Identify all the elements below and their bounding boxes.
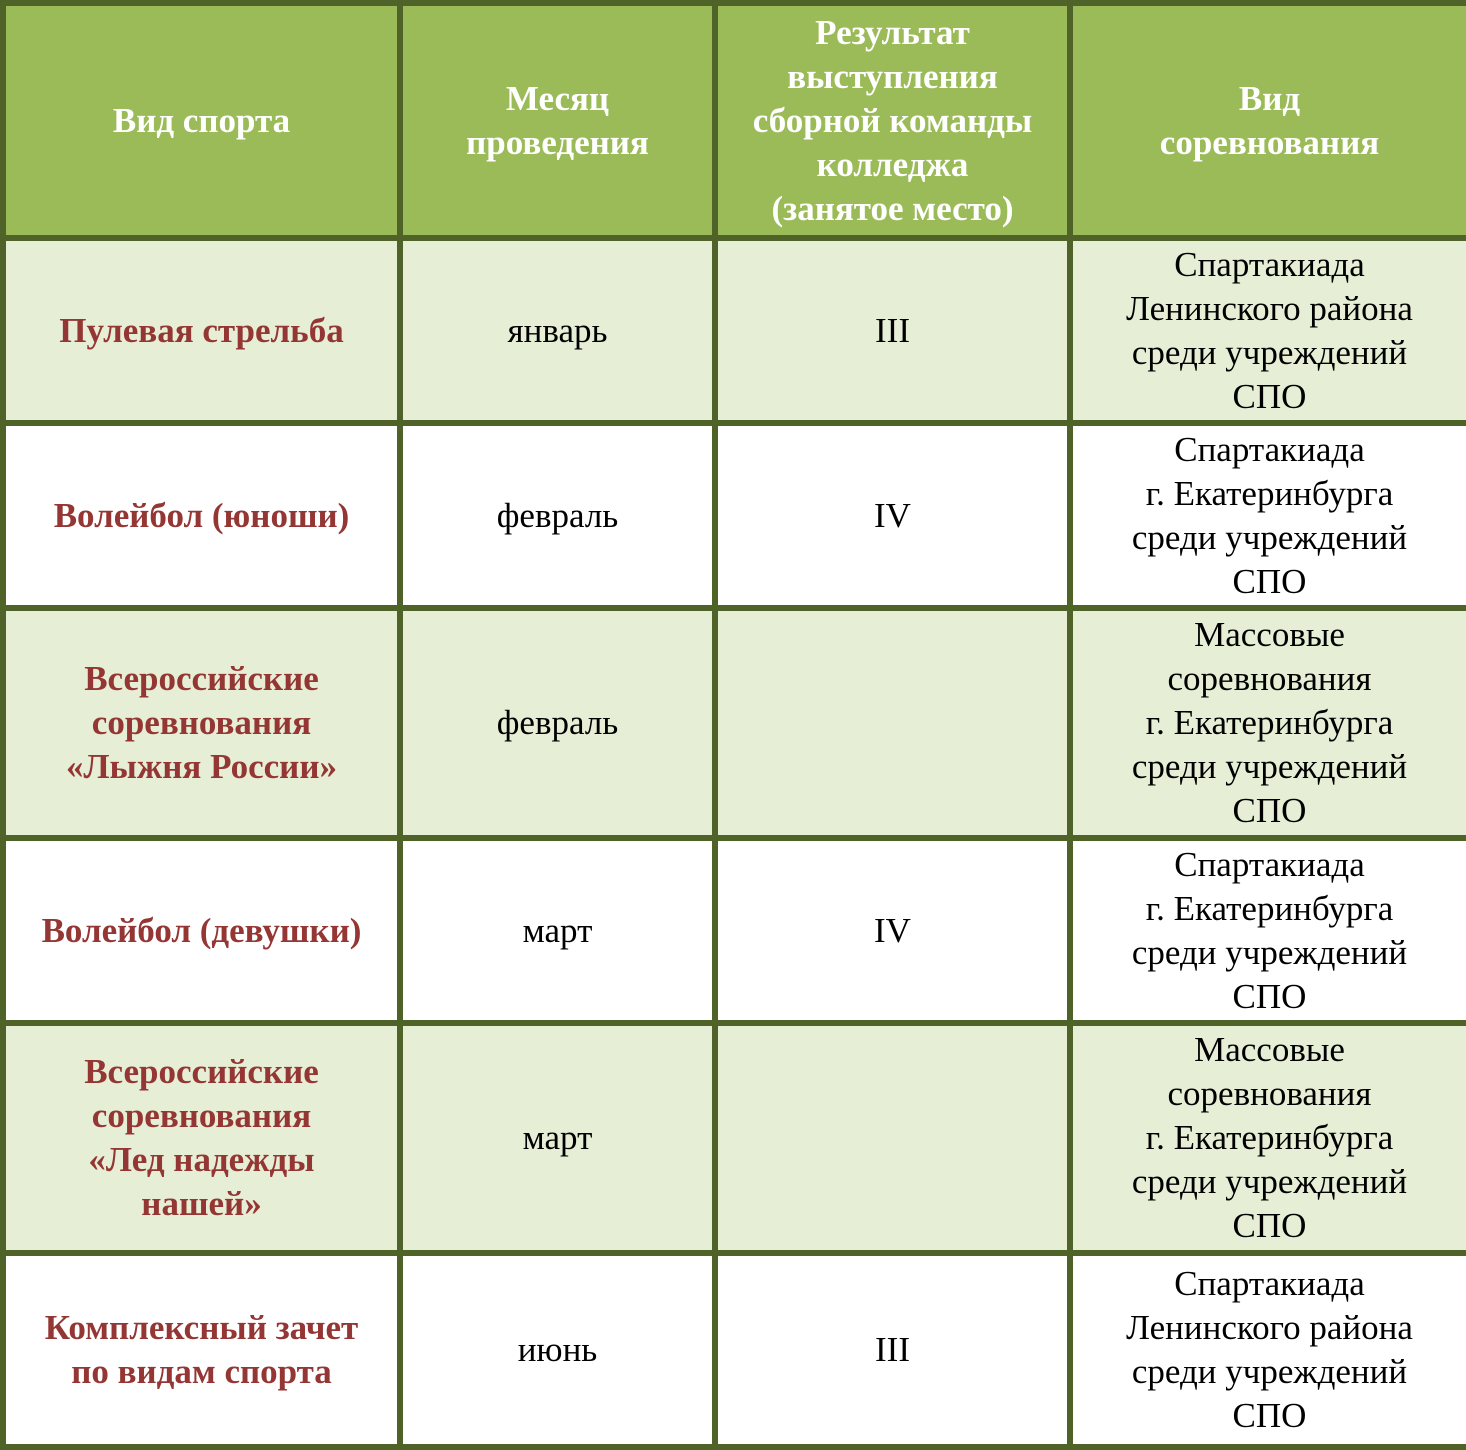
month-cell: февраль xyxy=(400,423,715,608)
competition-cell: Массовые соревнования г. Екатеринбурга среди учреждений СПО xyxy=(1070,1023,1466,1253)
result-cell: III xyxy=(715,238,1070,423)
sport-cell: Комплексный зачет по видам спорта xyxy=(3,1253,400,1447)
header-result: Результат выступления сборной команды колледжа (занятое место) xyxy=(715,3,1070,238)
result-cell: IV xyxy=(715,423,1070,608)
month-cell: июнь xyxy=(400,1253,715,1447)
result-cell: III xyxy=(715,1253,1070,1447)
result-cell xyxy=(715,1023,1070,1253)
table-row xyxy=(3,608,1466,838)
result-cell: IV xyxy=(715,838,1070,1023)
month-cell: февраль xyxy=(400,608,715,838)
month-cell: март xyxy=(400,1023,715,1253)
sport-cell: Всероссийские соревнования «Лед надежды нашей» xyxy=(3,1023,400,1253)
competition-cell: Спартакиада Ленинского района среди учреждений СПО xyxy=(1070,1253,1466,1447)
sport-cell: Пулевая стрельба xyxy=(3,238,400,423)
competition-cell: Спартакиада г. Екатеринбурга среди учреждений СПО xyxy=(1070,838,1466,1023)
competition-cell: Спартакиада Ленинского района среди учреждений СПО xyxy=(1070,238,1466,423)
sport-cell: Волейбол (юноши) xyxy=(3,423,400,608)
competition-cell: Спартакиада г. Екатеринбурга среди учреждений СПО xyxy=(1070,423,1466,608)
table-row xyxy=(3,1023,1466,1253)
sport-cell: Волейбол (девушки) xyxy=(3,838,400,1023)
result-cell xyxy=(715,608,1070,838)
header-row xyxy=(3,3,1466,238)
table-row xyxy=(3,423,1466,608)
header-month: Месяц проведения xyxy=(400,3,715,238)
sport-cell: Всероссийские соревнования «Лыжня России» xyxy=(3,608,400,838)
competition-cell: Массовые соревнования г. Екатеринбурга среди учреждений СПО xyxy=(1070,608,1466,838)
table-row xyxy=(3,238,1466,423)
month-cell: март xyxy=(400,838,715,1023)
header-competition: Вид соревнования xyxy=(1070,3,1466,238)
month-cell: январь xyxy=(400,238,715,423)
table-row xyxy=(3,838,1466,1023)
header-sport: Вид спорта xyxy=(3,3,400,238)
table-row xyxy=(3,1253,1466,1447)
